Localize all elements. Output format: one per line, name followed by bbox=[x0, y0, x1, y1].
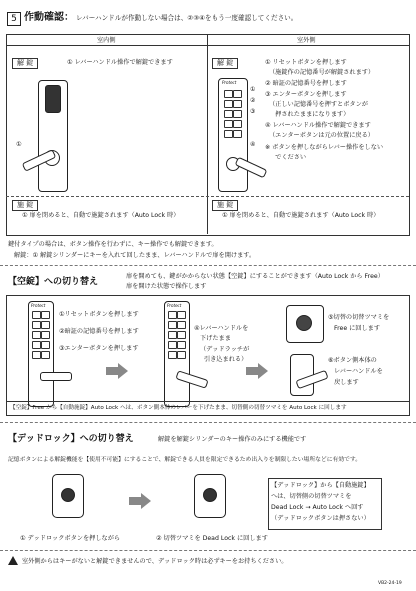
section-note: レバーハンドルが作動しない場合は、②③④をもう一度確認してください。 bbox=[76, 14, 298, 22]
outdoor-step-markers: ① ② ③ ④ bbox=[250, 86, 256, 148]
free-lever-1 bbox=[40, 372, 72, 381]
divider-1 bbox=[0, 265, 416, 266]
warning-icon bbox=[8, 556, 18, 565]
dead-knob-icon bbox=[203, 488, 217, 502]
free-step-3: ③エンターボタンを押します bbox=[59, 345, 139, 352]
right-unlock-step-0: ① リセットボタンを押します bbox=[265, 59, 347, 66]
right-unlock-tag: 解 錠 bbox=[212, 58, 238, 69]
free-section-desc1: 扉を開めても、鍵がかからない状態【空錠】にすることができます（Auto Lock から Free） bbox=[126, 273, 384, 280]
free-arrow-1-head bbox=[118, 363, 128, 379]
free-section-desc2: 扉を開けた状態で操作します bbox=[126, 283, 207, 290]
right-unlock-step-1: （施錠作の記憶番号が解錠されます） bbox=[269, 69, 375, 76]
doc-code: VB2-24-19 bbox=[378, 581, 402, 586]
dead-note-4: （デッドロックボタンは押さない） bbox=[271, 515, 370, 522]
free-arrow-2-body bbox=[246, 367, 258, 375]
free-step-6a: ⑥ボタン側本体の bbox=[328, 357, 377, 364]
left-unlock-step: ① レバーハンドル操作で解錠できます bbox=[67, 59, 173, 66]
free-step-5b: Free に回します bbox=[334, 325, 381, 332]
right-unlock-step-5: 押されたままになります） bbox=[269, 111, 350, 118]
dead-arrow-body bbox=[129, 497, 141, 505]
right-unlock-step-4: （正しい記憶番号を押すとボタンが bbox=[269, 101, 368, 108]
dead-section-desc: 記憶ボタンによる解錠機能を【使用不可能】にすることで、解錠できる人員を限定できるため出入りを制限したい場所などに有効です。 bbox=[8, 457, 362, 463]
free-step-5a: ⑤切替の切替ツマミを bbox=[328, 314, 390, 321]
free-step-4c: （デッドラッチが bbox=[200, 346, 250, 353]
indoor-label: 室内側 bbox=[97, 37, 116, 44]
free-footer-divider bbox=[6, 401, 409, 402]
indoor-lever-marker: ① bbox=[16, 141, 22, 148]
outdoor-keypad bbox=[224, 90, 240, 138]
dead-section-title: 【デッドロック】への切り替え bbox=[8, 434, 134, 444]
dead-note-1: 【デッドロック】から【自動施錠】 bbox=[271, 482, 370, 489]
free-switch-knob bbox=[296, 315, 312, 331]
left-unlock-tag: 解 錠 bbox=[12, 58, 38, 69]
free-arrow-2-head bbox=[258, 363, 268, 379]
indoor-thumbturn bbox=[45, 85, 61, 113]
free-section-title: 【空錠】への切り替え bbox=[8, 277, 99, 287]
free-keypad-2 bbox=[168, 311, 184, 359]
footer-note: 室外側からはキーがないと解錠できませんので、デッドロック時は必ずキーをお持ちください。 bbox=[22, 558, 288, 565]
divider-2 bbox=[0, 422, 416, 423]
right-unlock-step-8: ※ ボタンを押しながらレバー操作をしない bbox=[265, 144, 384, 151]
free-brand-logo-1: Protect bbox=[31, 303, 46, 308]
keylock-note: 鍵付タイプの場合は、ボタン操作を行わずに、キー操作でも解錠できます。 bbox=[8, 241, 218, 248]
right-unlock-step-6: ④ レバーハンドル操作で解錠できます bbox=[265, 122, 371, 129]
right-unlock-step-9: でください bbox=[269, 154, 307, 161]
table-lock-divider bbox=[6, 196, 409, 197]
free-step-4d: 引き込まれる） bbox=[204, 356, 248, 363]
right-unlock-step-7: （エンターボタンは元の位置に戻る） bbox=[269, 132, 374, 139]
dead-arrow-head bbox=[141, 493, 151, 509]
step-number-box: 5 bbox=[7, 12, 21, 26]
outdoor-brand-logo: Protect bbox=[222, 80, 237, 85]
dead-button-icon bbox=[61, 488, 75, 502]
dead-section-subtitle: 解錠を解錠シリンダーのキー操作のみにする機能です bbox=[158, 436, 307, 443]
dead-note-2: へは、切替側の切替ツマミを bbox=[271, 493, 352, 500]
keylock-sub: 解錠：① 解錠シリンダーにキーを入れて回したまま、レバーハンドルで扉を開けます。 bbox=[14, 252, 256, 259]
free-step-6b: レバーハンドルを bbox=[334, 368, 383, 375]
left-lock-tag: 施 錠 bbox=[12, 200, 38, 211]
free-arrow-1-body bbox=[106, 367, 118, 375]
dead-step-1: ① デッドロックボタンを押しながら bbox=[20, 535, 121, 542]
free-step-6c: 戻します bbox=[334, 379, 359, 386]
divider-3 bbox=[0, 550, 416, 551]
free-step-2: ②暗証の記憶番号を押します bbox=[59, 328, 139, 335]
free-brand-logo-2: Protect bbox=[167, 303, 182, 308]
right-unlock-step-2: ② 暗証の記憶番号を押します bbox=[265, 80, 347, 87]
dead-note-3: Dead Lock → Auto Lock へ回す bbox=[271, 504, 364, 511]
right-unlock-step-3: ③ エンターボタンを押します bbox=[265, 91, 347, 98]
left-lock-step: ① 扉を閉めると、自動で施錠されます（Auto Lock 時） bbox=[22, 212, 180, 219]
outdoor-label: 室外側 bbox=[297, 37, 316, 44]
free-step-4a: ④レバーハンドルを bbox=[194, 325, 249, 332]
free-footer: 【空錠】Free から【自動施錠】Auto Lock へは、ボタン側本体のレバーを下げたまま、切替側の切替ツマミを Auto Lock に回します bbox=[10, 405, 347, 411]
free-keypad-1 bbox=[32, 311, 48, 359]
right-lock-step: ① 扉を閉めると、自動で施錠されます（Auto Lock 時） bbox=[222, 212, 380, 219]
free-step-1: ①リセットボタンを押します bbox=[59, 311, 139, 318]
table-column-divider bbox=[207, 35, 208, 234]
free-step-4b: 下げたまま bbox=[200, 335, 231, 342]
right-lock-tag: 施 錠 bbox=[212, 200, 238, 211]
dead-step-2: ② 切替ツマミを Dead Lock に回します bbox=[156, 535, 268, 542]
section-title: 作動確認： bbox=[24, 12, 74, 23]
